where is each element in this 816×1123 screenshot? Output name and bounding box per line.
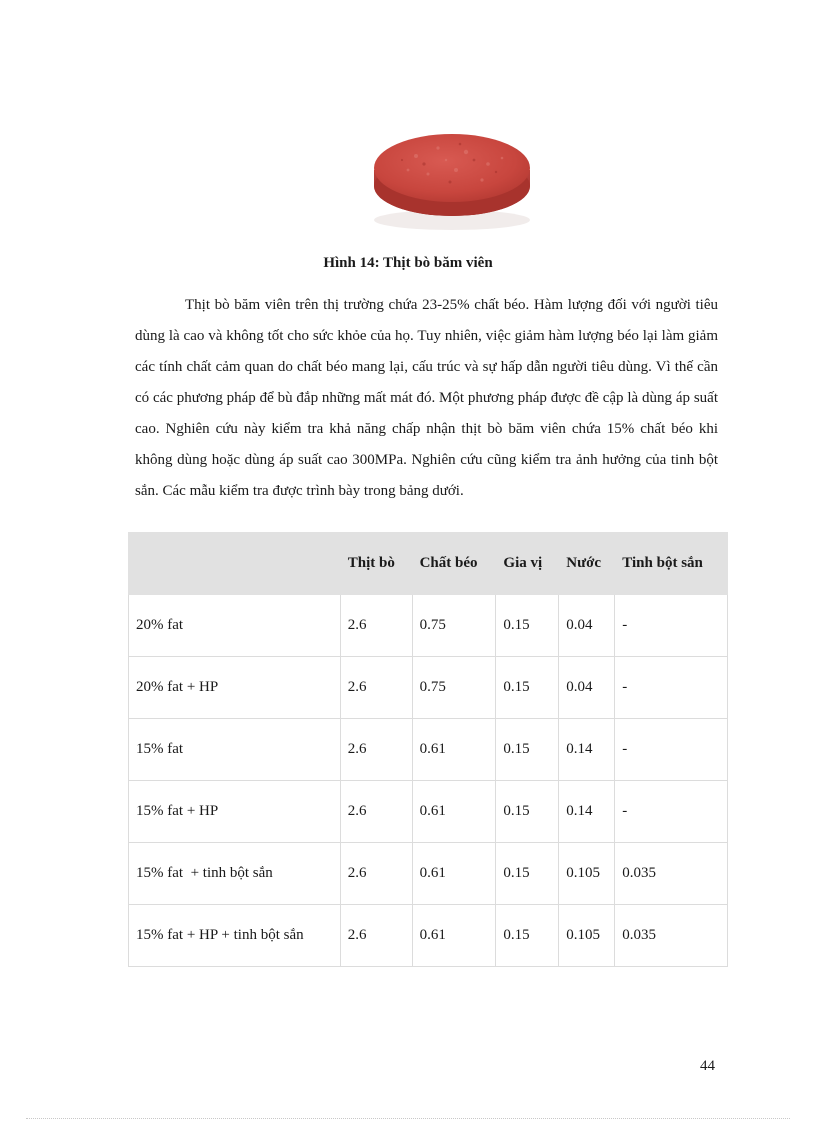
table-cell: 15% fat: [129, 719, 341, 781]
table-cell: 0.15: [496, 657, 559, 719]
table-cell: 2.6: [340, 719, 412, 781]
table-cell: 0.14: [559, 719, 615, 781]
table-row: [129, 719, 728, 781]
table-cell: 15% fat + tinh bột sắn: [129, 843, 341, 905]
table-cell: 2.6: [340, 595, 412, 657]
table-cell: 0.15: [496, 595, 559, 657]
table-cell: 0.14: [559, 781, 615, 843]
table-cell: 0.61: [412, 905, 496, 967]
table-header-cell: [129, 533, 341, 595]
table-cell: 0.105: [559, 905, 615, 967]
table-cell: 2.6: [340, 657, 412, 719]
figure-caption: Hình 14: Thịt bò băm viên: [323, 255, 493, 271]
table-cell: -: [615, 781, 728, 843]
table-cell: 15% fat + HP: [129, 781, 341, 843]
figure-beef-patty: [356, 108, 546, 240]
page-bottom-divider: [26, 1118, 790, 1119]
table-header-cell: Tinh bột sắn: [615, 533, 728, 595]
table-cell: 2.6: [340, 781, 412, 843]
table-row: [129, 905, 728, 967]
sample-composition-table: [128, 532, 728, 967]
table-cell: 20% fat: [129, 595, 341, 657]
table-cell: 20% fat + HP: [129, 657, 341, 719]
table-cell: 0.04: [559, 657, 615, 719]
table-cell: 0.035: [615, 843, 728, 905]
table-cell: 2.6: [340, 905, 412, 967]
table-row: [129, 781, 728, 843]
table-cell: 0.75: [412, 657, 496, 719]
body-paragraph: Thịt bò băm viên trên thị trường chứa 23-25% chất béo. Hàm lượng đối với người tiêu dùng là cao và không tốt cho sức khỏe của họ. Tuy nhiên, việc giảm hàm lượng béo lại làm giảm các tính chất cảm quan do chất béo mang lại, cấu trúc và sự hấp dẫn người tiêu dùng. Vì thế cần có các phương pháp để bù đắp những mất mát đó. Một phương pháp được đề cập là dùng áp suất cao. Nghiên cứu này kiểm tra khả năng chấp nhận thịt bò băm viên chứa 15% chất béo khi không dùng hoặc dùng áp suất cao 300MPa. Nghiên cứu cũng kiểm tra ảnh hưởng của tinh bột sắn. Các mẫu kiểm tra được trình bày trong bảng dưới.: [135, 297, 718, 499]
table-row: [129, 843, 728, 905]
table-header-cell: Gia vị: [496, 533, 559, 595]
table-cell: 0.15: [496, 843, 559, 905]
page-number: 44: [700, 1058, 715, 1074]
beef-patty-image: [356, 108, 546, 240]
table-cell: 0.04: [559, 595, 615, 657]
table-cell: 0.75: [412, 595, 496, 657]
table-cell: 0.61: [412, 719, 496, 781]
table-header-cell: Thịt bò: [340, 533, 412, 595]
table-row: [129, 657, 728, 719]
table-cell: -: [615, 595, 728, 657]
table-cell: 0.61: [412, 843, 496, 905]
table-cell: 0.035: [615, 905, 728, 967]
table-header-row: [129, 533, 728, 595]
table-cell: 0.15: [496, 719, 559, 781]
table-header-cell: Nước: [559, 533, 615, 595]
table-cell: 15% fat + HP + tinh bột sắn: [129, 905, 341, 967]
table-cell: 2.6: [340, 843, 412, 905]
table-cell: 0.61: [412, 781, 496, 843]
table-cell: -: [615, 657, 728, 719]
table-cell: -: [615, 719, 728, 781]
table-cell: 0.15: [496, 905, 559, 967]
table-row: [129, 595, 728, 657]
table-header-cell: Chất béo: [412, 533, 496, 595]
table-cell: 0.105: [559, 843, 615, 905]
table-cell: 0.15: [496, 781, 559, 843]
